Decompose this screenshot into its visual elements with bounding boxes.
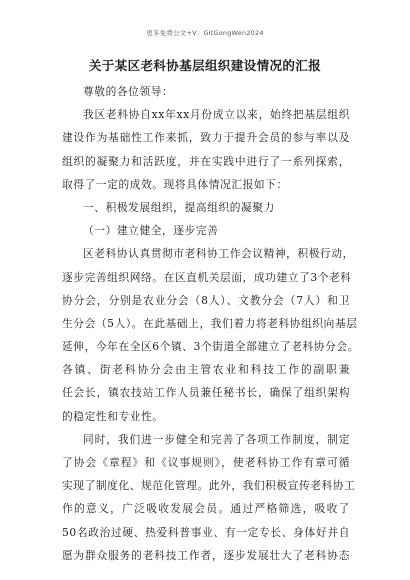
section-heading-1: 一、积极发展组织，提高组织的凝聚力 <box>83 200 275 214</box>
paragraph-1-line: 建设作为基础性工作来抓，致力于提升会员的参与率以及 <box>62 131 350 145</box>
paragraph-3-line: 实现了制度化、规范化管理。此外，我们积极宣传老科协工 <box>62 479 356 493</box>
paragraph-2-line: 逐步完善组织网络。在区直机关层面，成功建立了3个老科 <box>62 270 352 284</box>
paragraph-2-line: 延伸，今年在全区6个镇、3个街道全部建立了老科协分会。 <box>62 340 359 354</box>
paragraph-3-line: 了协会《章程》和《议事规则》，使老科协工作有章可循 <box>62 456 350 469</box>
paragraph-2-line: 区老科协认真贯彻市老科协工作会议精神，积极行动， <box>83 247 354 261</box>
paragraph-1-line: 取得了一定的成效。现将具体情况汇报如下： <box>62 177 288 191</box>
paragraph-3-line: 50名政治过硬、热爱科普事业、有一定专长、身体好并自 <box>62 525 350 539</box>
paragraph-3-line: 同时，我们进一步健全和完善了各项工作制度，制定 <box>83 432 350 446</box>
watermark-text: 更多免费公文+V：GitGongWen2024 <box>146 29 264 37</box>
document-body <box>62 80 359 567</box>
paragraph-2-line: 生分会（5人）。在此基础上，我们着力将老科协组织向基层 <box>62 316 358 330</box>
paragraph-2-line: 的稳定性和专业性。 <box>62 409 164 423</box>
salutation: 尊敬的各位领导： <box>83 85 174 98</box>
paragraph-3-line: 愿为群众服务的老科技工作者，逐步发展壮大了老科协态 <box>62 548 350 562</box>
paragraph-2-line: 协分会，分别是农业分会（8人）、文教分会（7人）和卫 <box>62 293 350 307</box>
paragraph-1-line: 我区老科协自xx年xx月份成立以来，始终把基层组织 <box>83 108 350 122</box>
paragraph-3-line: 作的意义，广泛吸收发展会员。通过严格筛选，吸收了 <box>62 502 350 516</box>
paragraph-2-line: 各镇、街老科协分会由主管农业和科技工作的副职兼 <box>62 363 350 377</box>
document-title: 关于某区老科协基层组织建设情况的汇报 <box>88 58 322 73</box>
subsection-heading-1: （一）建立健全，逐步完善 <box>83 224 219 238</box>
paragraph-1-line: 组织的凝聚力和活跃度，并在实践中进行了一系列探索， <box>62 154 350 168</box>
paragraph-2-line: 任会长，镇农技站工作人员兼任秘书长，确保了组织架构 <box>62 386 350 400</box>
